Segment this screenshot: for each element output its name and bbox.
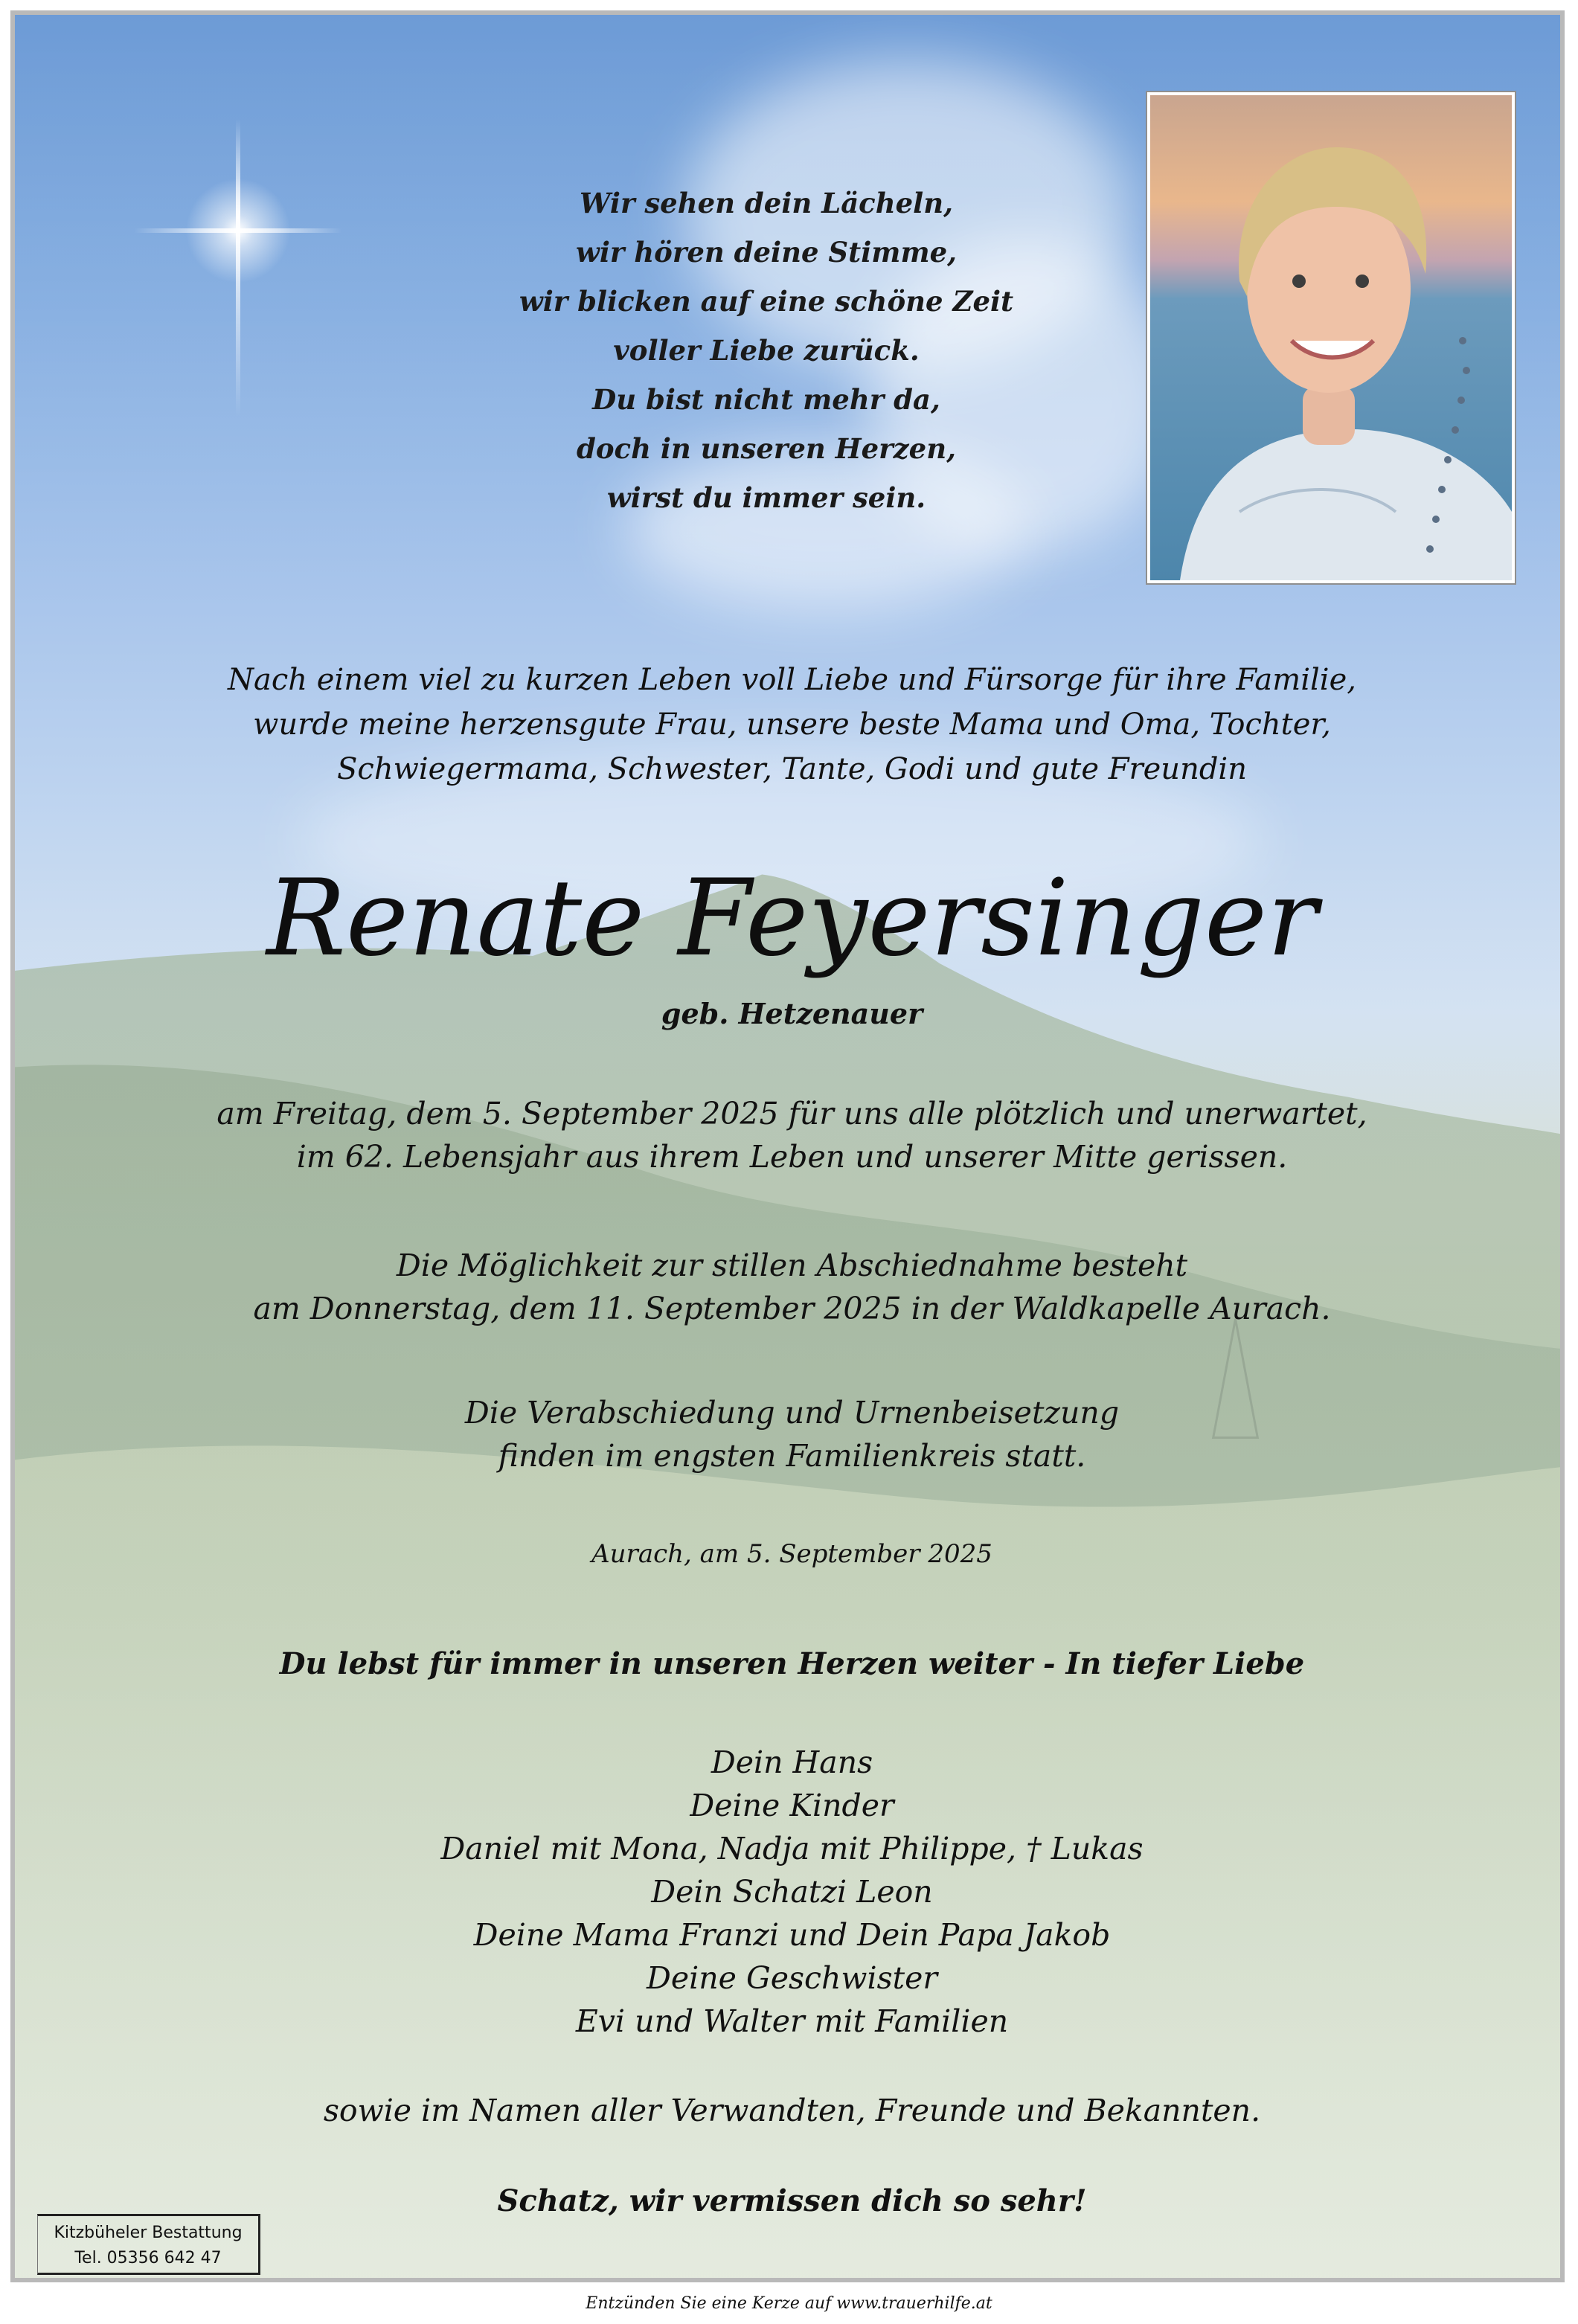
undertaker-name: Kitzbüheler Bestattung: [54, 2224, 243, 2242]
portrait-illustration: [1150, 95, 1512, 580]
death-notice-line: am Freitag, dem 5. September 2025 für uns alle plötzlich und unerwartet,: [217, 1096, 1367, 1131]
intro-line: Schwiegermama, Schwester, Tante, Godi und gute Freundin: [337, 752, 1247, 786]
mourner: Deine Mama Franzi und Dein Papa Jakob: [473, 1917, 1111, 1953]
undertaker-logo: [37, 2214, 260, 2275]
death-notice-line: im 62. Lebensjahr aus ihrem Leben und unserer Mitte gerissen.: [296, 1139, 1288, 1175]
footer-link-text: Entzünden Sie eine Kerze auf www.trauerhilfe.at: [586, 2294, 992, 2313]
place-date: Aurach, am 5. September 2025: [591, 1539, 992, 1569]
farewell-line: Die Möglichkeit zur stillen Abschiednahme besteht: [396, 1248, 1188, 1283]
deceased-name: Renate Feyersinger: [266, 857, 1318, 980]
mourners-list: [15, 1741, 1565, 2043]
glowing-cross-icon: [126, 119, 350, 417]
poem-line: Wir sehen dein Lächeln,: [580, 187, 953, 219]
undertaker-phone: Tel. 05356 642 47: [74, 2249, 222, 2267]
poem-line: doch in unseren Herzen,: [576, 432, 956, 465]
mourner: Dein Hans: [711, 1744, 873, 1780]
obituary-card: [10, 10, 1565, 2282]
mourner: Daniel mit Mona, Nadja mit Philippe, † Lukas: [440, 1831, 1144, 1866]
mourner: Deine Kinder: [690, 1788, 894, 1823]
poem-line: wir hören deine Stimme,: [575, 236, 958, 269]
poem: [372, 179, 1161, 522]
farewell-line: am Donnerstag, dem 11. September 2025 in der Waldkapelle Aurach.: [253, 1291, 1331, 1326]
mourner: Dein Schatzi Leon: [651, 1874, 933, 1910]
poem-line: voller Liebe zurück.: [613, 334, 920, 367]
closing-line: sowie im Namen aller Verwandten, Freunde und Bekannten.: [323, 2093, 1261, 2128]
poem-line: wirst du immer sein.: [606, 481, 926, 514]
motto: Du lebst für immer in unseren Herzen weiter - In tiefer Liebe: [279, 1646, 1305, 1681]
ceremony-line: Die Verabschiedung und Urnenbeisetzung: [464, 1395, 1120, 1431]
ceremony-line: finden im engsten Familienkreis statt.: [498, 1438, 1086, 1474]
maiden-name: geb. Hetzenauer: [661, 997, 923, 1030]
poem-line: wir blicken auf eine schöne Zeit: [519, 285, 1014, 318]
intro-line: Nach einem viel zu kurzen Leben voll Liebe und Fürsorge für ihre Familie,: [228, 663, 1356, 697]
farewell-info: [15, 1244, 1565, 1330]
final-line: Schatz, wir vermissen dich so sehr!: [497, 2183, 1087, 2218]
intro-text: [15, 658, 1565, 792]
intro-line: wurde meine herzensgute Frau, unsere beste Mama und Oma, Tochter,: [253, 707, 1331, 742]
portrait-photo: [1147, 92, 1515, 583]
mourner: Evi und Walter mit Familien: [575, 2003, 1009, 2039]
poem-line: Du bist nicht mehr da,: [592, 383, 940, 416]
ceremony-info: [15, 1391, 1565, 1477]
death-notice: [15, 1092, 1565, 1178]
mourner: Deine Geschwister: [647, 1960, 937, 1996]
